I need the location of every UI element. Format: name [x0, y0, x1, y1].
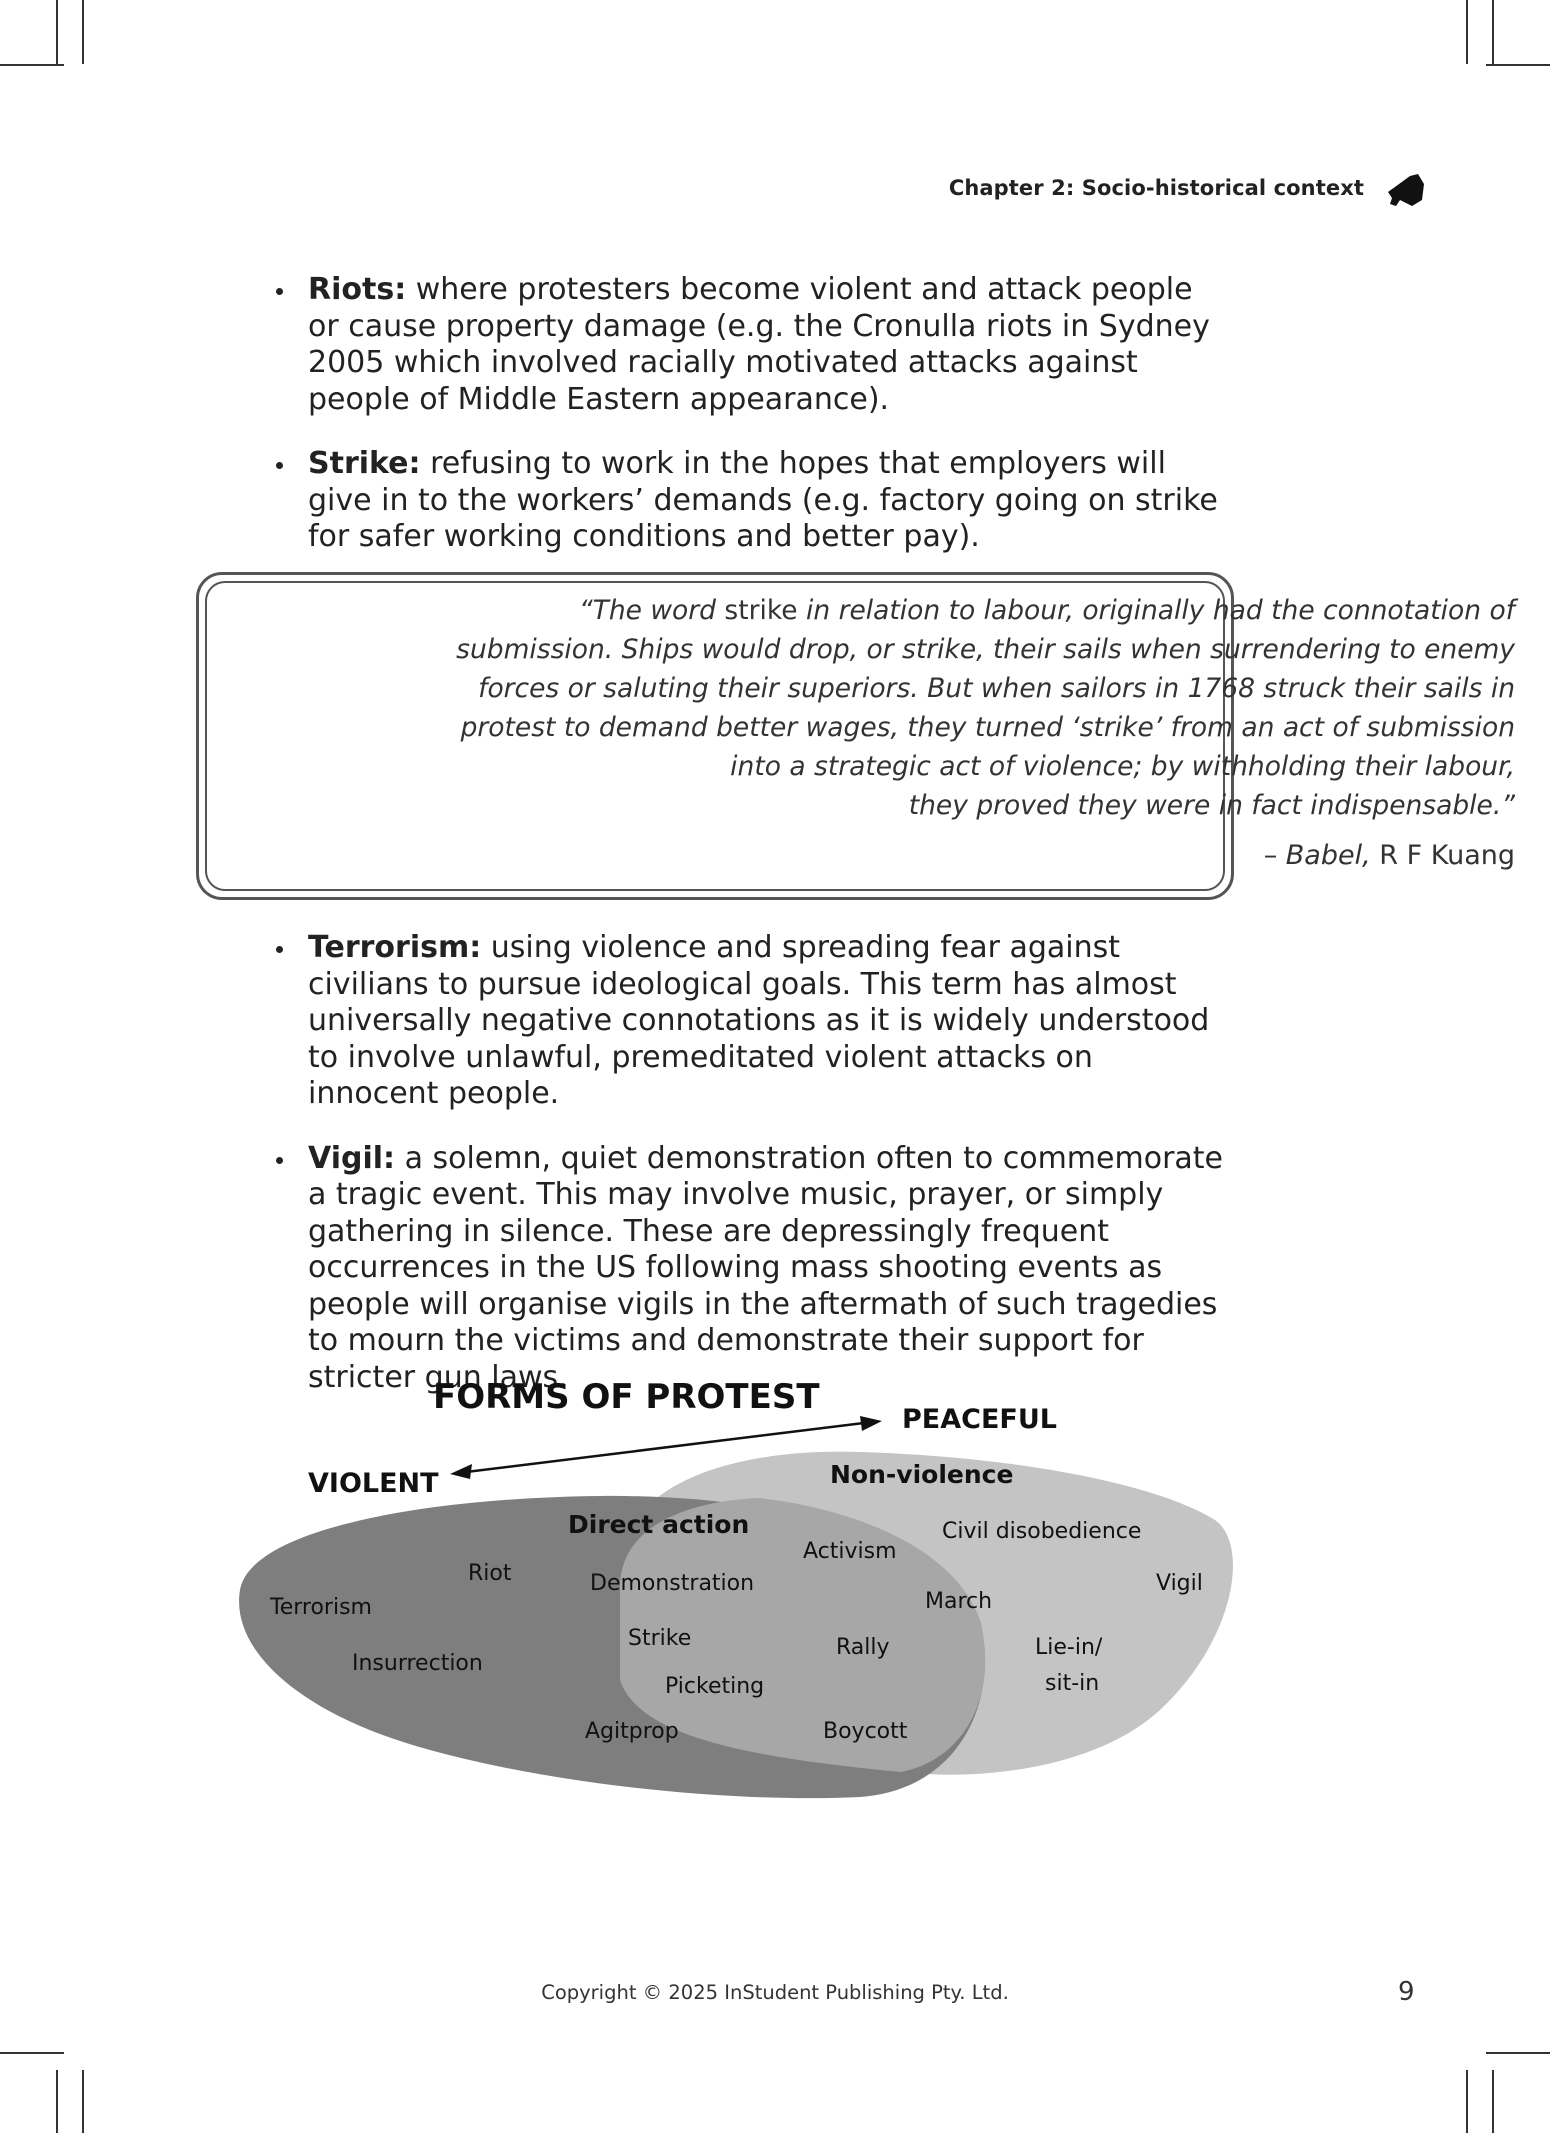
axis-label-peaceful: PEACEFUL	[902, 1404, 1057, 1435]
forms-of-protest-diagram	[0, 1360, 1550, 1820]
item-agitprop: Agitprop	[585, 1719, 679, 1744]
quote-line: they proved they were in fact indispensable.”	[908, 790, 1515, 821]
set-label-non-violence: Non-violence	[830, 1460, 1014, 1489]
list-item	[270, 930, 1230, 1113]
axis-label-violent: VIOLENT	[308, 1468, 439, 1499]
diagram-title: FORMS OF PROTEST	[433, 1377, 820, 1417]
attribution-dash: –	[1263, 840, 1286, 871]
list-item	[270, 446, 1230, 556]
quote-line: forces or saluting their superiors. But when sailors in 1768 struck their sails in	[478, 673, 1515, 704]
quote-line: into a strategic act of violence; by withholding their labour,	[730, 751, 1515, 782]
definition-terrorism: using violence and spreading fear against civilians to pursue ideological goals. This term has almost universally negative connotations as it is widely understood to involve unlawful, premeditated violent attacks on innocent people.	[308, 930, 1210, 1111]
megaphone-icon	[1382, 170, 1428, 212]
copyright-footer: Copyright © 2025 InStudent Publishing Pty. Ltd.	[541, 1981, 1009, 2004]
item-picketing: Picketing	[665, 1674, 765, 1699]
term-vigil: Vigil:	[308, 1140, 396, 1176]
item-vigil: Vigil	[1156, 1571, 1203, 1596]
item-riot: Riot	[468, 1561, 512, 1586]
attribution-title: Babel,	[1285, 840, 1371, 871]
term-terrorism: Terrorism:	[308, 930, 482, 965]
bullet-list-top	[270, 272, 1230, 556]
item-strike: Strike	[628, 1626, 692, 1651]
quote-line	[579, 595, 1515, 626]
definition-vigil: a solemn, quiet demonstration often to commemorate a tragic event. This may involve music, prayer, or simply gathering in silence. These are depressingly frequent occurrences in the US following mass shooting events as people will organise vigils in the aftermath of such tragedies to mourn the victims and demonstrate their support for stricter gun laws.	[308, 1140, 1223, 1395]
chapter-header: Chapter 2: Socio-historical context	[948, 176, 1364, 200]
list-item	[270, 1141, 1230, 1397]
term-riots: Riots:	[308, 272, 407, 307]
page-number: 9	[1398, 1977, 1415, 2007]
quote-attribution	[1264, 840, 1515, 871]
quote-line: submission. Ships would drop, or strike, their sails when surrendering to enemy	[456, 634, 1515, 665]
quote-line-fragment: strike	[724, 595, 798, 626]
item-civil-disobedience: Civil disobedience	[942, 1519, 1142, 1544]
arrowhead-right	[860, 1416, 882, 1431]
list-item	[270, 272, 1230, 418]
arrowhead-left	[450, 1464, 472, 1479]
item-sit-in: sit-in	[1045, 1671, 1100, 1696]
definition-strike: refusing to work in the hopes that employers will give in to the workers’ demands (e.g. factory going on strike for safer working conditions and better pay).	[308, 446, 1218, 554]
item-terrorism: Terrorism	[270, 1595, 372, 1620]
item-rally: Rally	[836, 1635, 890, 1660]
quote-line-fragment: “The word	[578, 595, 725, 626]
item-insurrection: Insurrection	[352, 1651, 483, 1676]
quote-line: protest to demand better wages, they turned ‘strike’ from an act of submission	[460, 712, 1515, 743]
set-label-direct-action: Direct action	[568, 1510, 750, 1539]
item-demonstration: Demonstration	[590, 1571, 755, 1596]
item-activism: Activism	[803, 1539, 897, 1564]
definition-riots: where protesters become violent and attack people or cause property damage (e.g. the Cronulla riots in Sydney 2005 which involved racially motivated attacks against people of Middle Eastern appearance).	[308, 272, 1210, 417]
quote-line-fragment: in relation to labour, originally had the connotation of	[797, 595, 1515, 626]
item-lie-in: Lie-in/	[1035, 1635, 1103, 1660]
attribution-author: R F Kuang	[1370, 840, 1515, 871]
bullet-list-bottom	[270, 930, 1230, 1396]
item-boycott: Boycott	[823, 1719, 908, 1744]
term-strike: Strike:	[308, 446, 421, 481]
item-march: March	[925, 1589, 993, 1614]
